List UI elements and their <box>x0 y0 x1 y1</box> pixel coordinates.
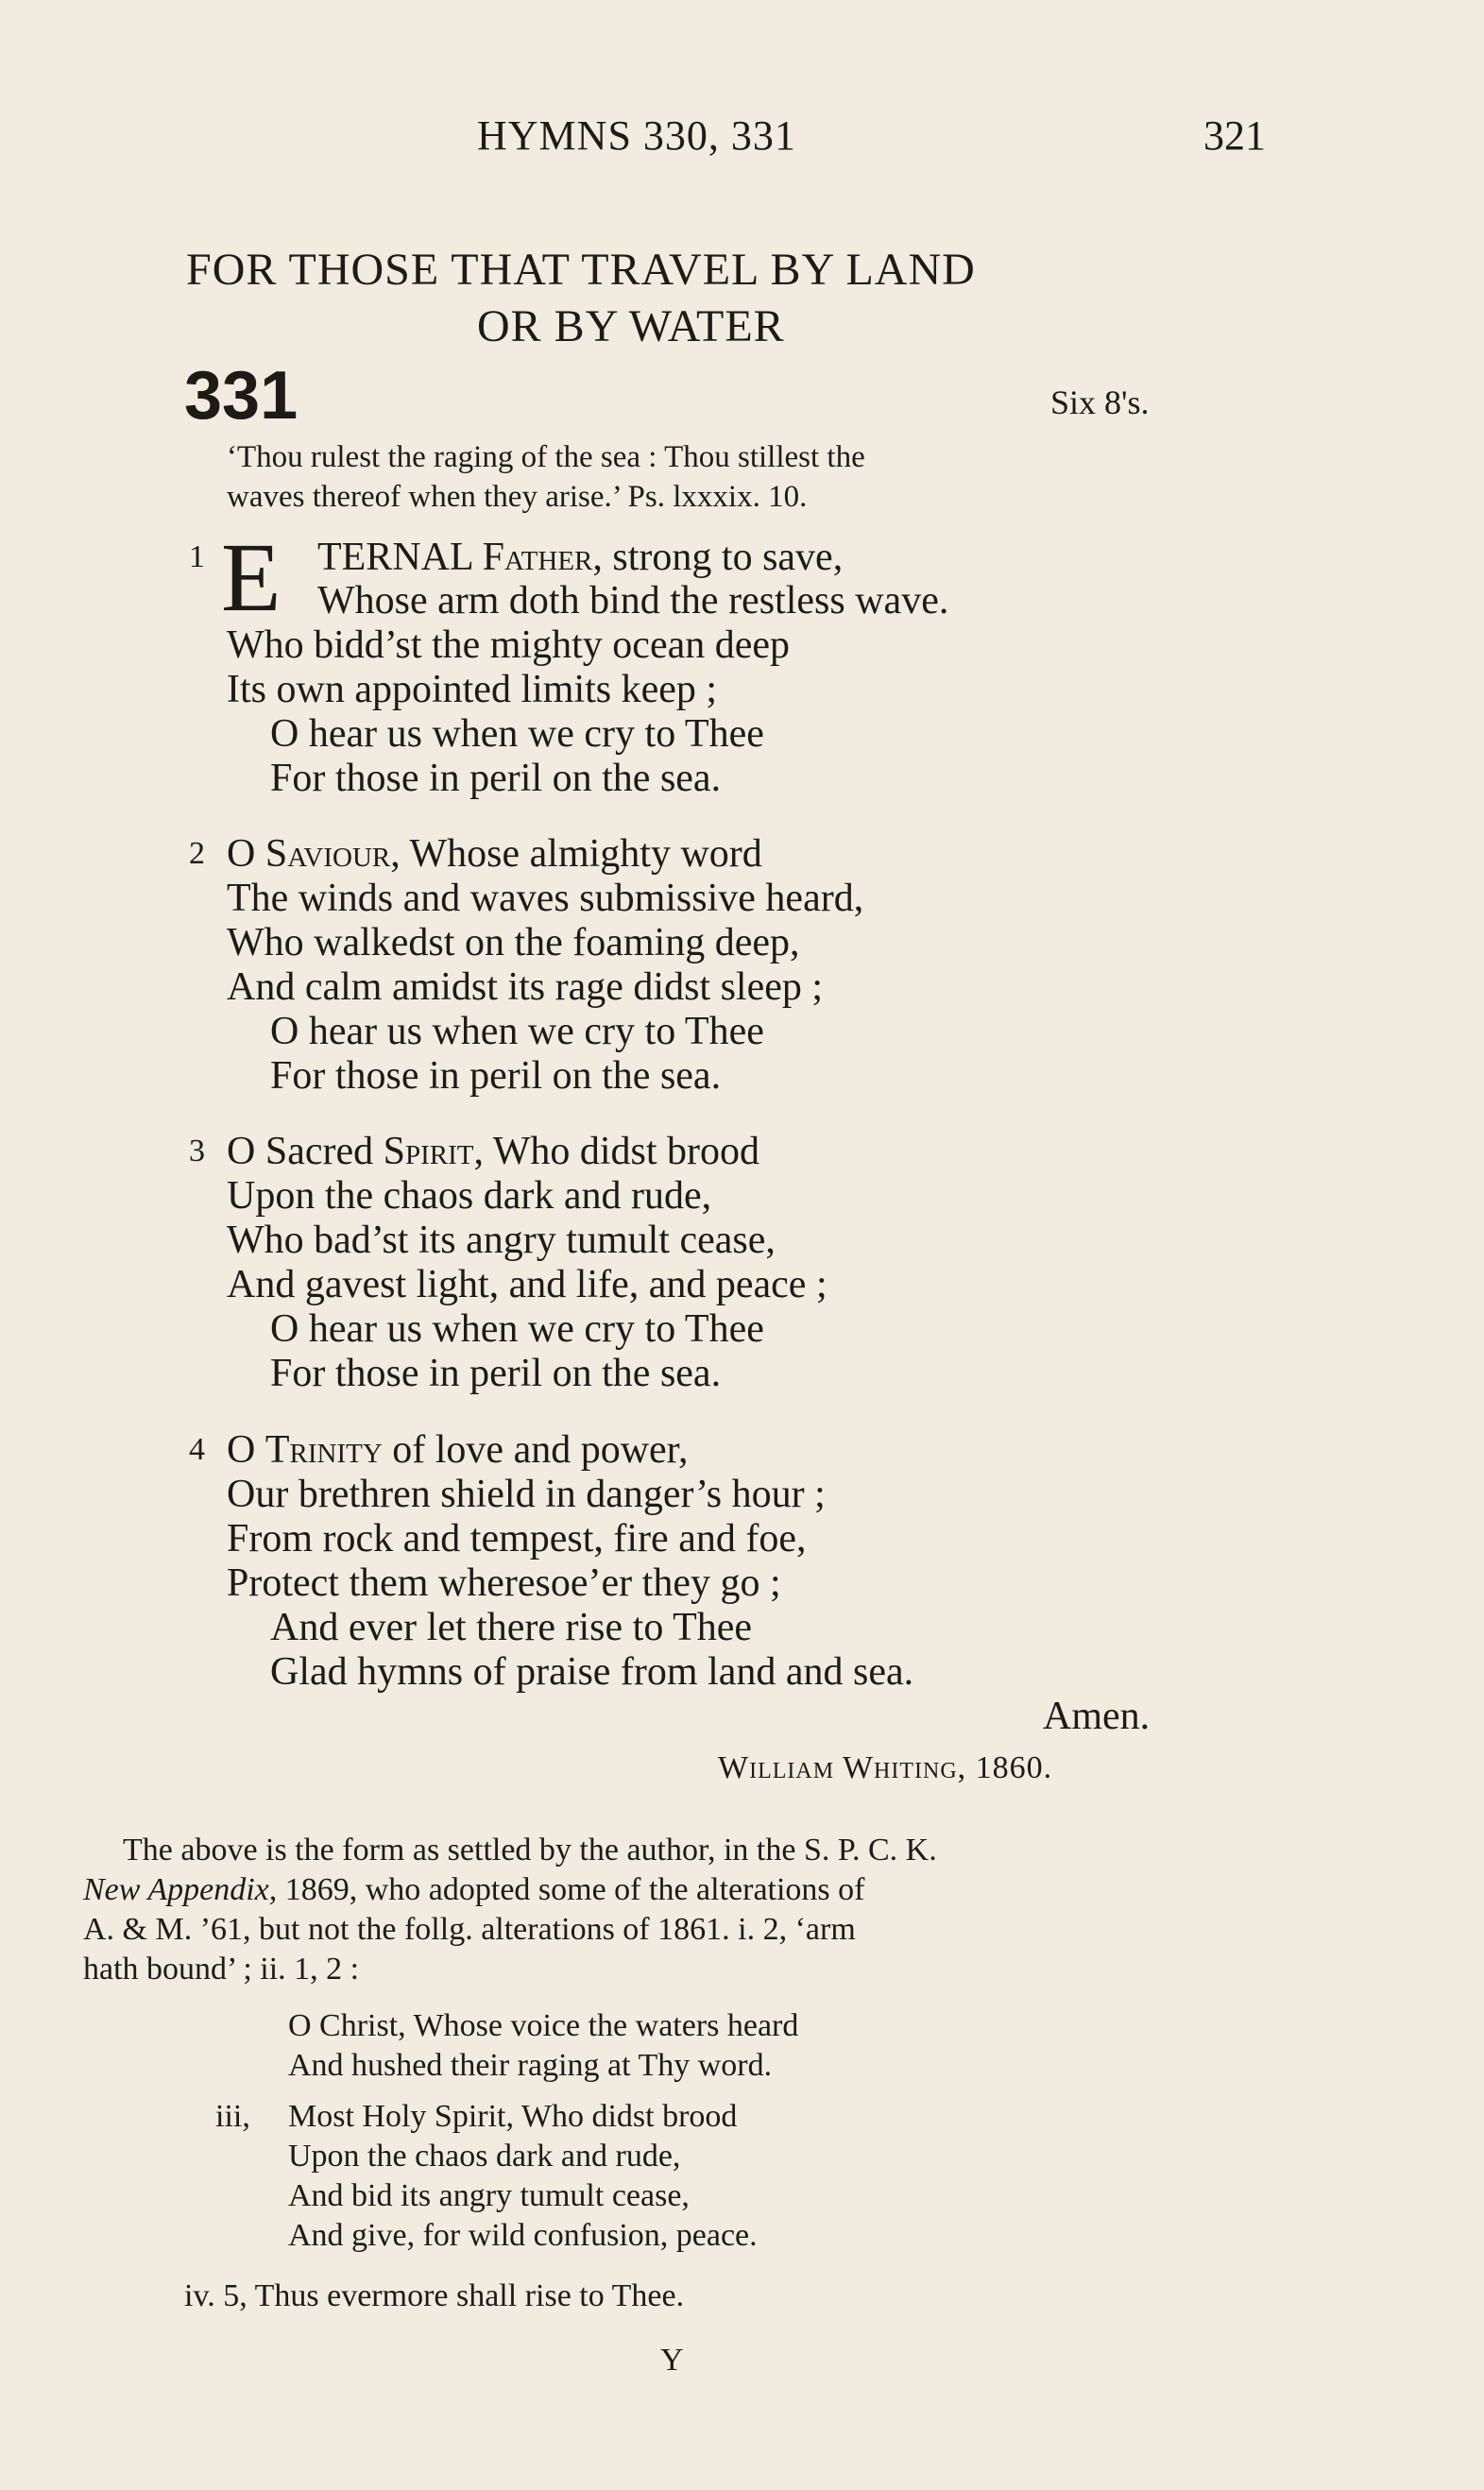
running-title: HYMNS 330, 331 <box>477 112 796 159</box>
verse-line: And ever let there rise to Thee <box>270 1606 753 1649</box>
verse-line-smallcaps: Father, <box>482 536 603 579</box>
verse-line-text: Who didst brood <box>492 1130 760 1173</box>
quote-line: And bid its angry tumult cease, <box>288 2178 690 2213</box>
verse-line-text: strong to save, <box>612 536 844 579</box>
verse-line: And calm amidst its rage didst sleep ; <box>227 965 824 1009</box>
signature-mark: Y <box>660 2343 684 2378</box>
author-attribution: William Whiting, 1860. <box>718 1750 1053 1785</box>
verse-line: The winds and waves submissive heard, <box>227 877 864 920</box>
page-number: 321 <box>1203 112 1266 159</box>
note-line: A. & M. ’61, but not the follg. alterations of 1861. i. 2, ‘arm <box>83 1912 856 1947</box>
quote-line: And hushed their raging at Thy word. <box>288 2048 773 2083</box>
amen: Amen. <box>1043 1695 1151 1738</box>
verse-line: Our brethren shield in danger’s hour ; <box>227 1473 826 1516</box>
verse-line-smallcaps: Trinity <box>264 1428 383 1472</box>
verse-line: O hear us when we cry to Thee <box>270 712 764 756</box>
verse-line-text: O <box>227 1428 256 1472</box>
verse-number: 3 <box>189 1134 205 1168</box>
verse-line-text: O <box>227 832 256 876</box>
verse-line <box>227 1427 688 1473</box>
drop-cap: E <box>221 523 281 632</box>
epigraph-line1: ‘Thou rulest the raging of the sea : Thou stillest the <box>227 440 865 474</box>
verse-line: For those in peril on the sea. <box>270 1054 722 1098</box>
quote-line: And give, for wild confusion, peace. <box>288 2218 758 2253</box>
verse-line: For those in peril on the sea. <box>270 757 722 800</box>
quote-line: O Christ, Whose voice the waters heard <box>288 2008 799 2043</box>
verse-line: Who bad’st its angry tumult cease, <box>227 1219 776 1262</box>
verse-line-text: O Sacred <box>227 1130 374 1173</box>
note-line: The above is the form as settled by the author, in the S. P. C. K. <box>123 1833 937 1868</box>
verse-line <box>227 1129 759 1174</box>
verse-number: 1 <box>189 539 205 574</box>
note-italic: New Appendix, <box>83 1872 278 1907</box>
verse-line-smallcaps: Saviour, <box>264 832 401 876</box>
quote-label: iii, <box>215 2099 250 2134</box>
quote-line: Upon the chaos dark and rude, <box>288 2139 681 2174</box>
verse-line: Protect them wheresoe’er they go ; <box>227 1561 781 1605</box>
verse-line: Its own appointed limits keep ; <box>227 668 718 711</box>
section-title-line2: OR BY WATER <box>477 301 785 351</box>
verse-line: O hear us when we cry to Thee <box>270 1010 764 1053</box>
verse-line-text: Whose almighty word <box>409 832 762 876</box>
verse-line: For those in peril on the sea. <box>270 1352 722 1395</box>
verse-line: O hear us when we cry to Thee <box>270 1307 764 1351</box>
verse-line: Whose arm doth bind the restless wave. <box>317 579 949 622</box>
verse-line: Who bidd’st the mighty ocean deep <box>227 623 791 667</box>
note-line <box>83 1872 864 1908</box>
epigraph-line2: waves thereof when they arise.’ Ps. lxxxix. 10. <box>227 480 808 514</box>
verse-line: And gavest light, and life, and peace ; <box>227 1263 827 1306</box>
verse-line-smallcaps: Spirit, <box>383 1130 484 1173</box>
verse-line: Upon the chaos dark and rude, <box>227 1174 712 1218</box>
verse-line-text: TERNAL <box>317 536 473 579</box>
quote-line: iv. 5, Thus evermore shall rise to Thee. <box>184 2278 685 2313</box>
section-title-line1: FOR THOSE THAT TRAVEL BY LAND <box>186 245 976 295</box>
quote-line: Most Holy Spirit, Who didst brood <box>288 2099 738 2134</box>
verse-line <box>227 831 762 877</box>
verse-line <box>317 535 843 580</box>
verse-line: Who walkedst on the foaming deep, <box>227 921 800 964</box>
verse-number: 4 <box>189 1432 205 1467</box>
note-text: 1869, who adopted some of the alterations of <box>284 1872 865 1907</box>
hymn-number: 331 <box>184 358 299 434</box>
note-line: hath bound’ ; ii. 1, 2 : <box>83 1952 360 1987</box>
verse-line-text: of love and power, <box>392 1428 689 1472</box>
hymn-meter: Six 8's. <box>1050 384 1150 421</box>
verse-line: From rock and tempest, fire and foe, <box>227 1517 807 1561</box>
verse-line: Glad hymns of praise from land and sea. <box>270 1650 914 1694</box>
verse-number: 2 <box>189 836 205 871</box>
